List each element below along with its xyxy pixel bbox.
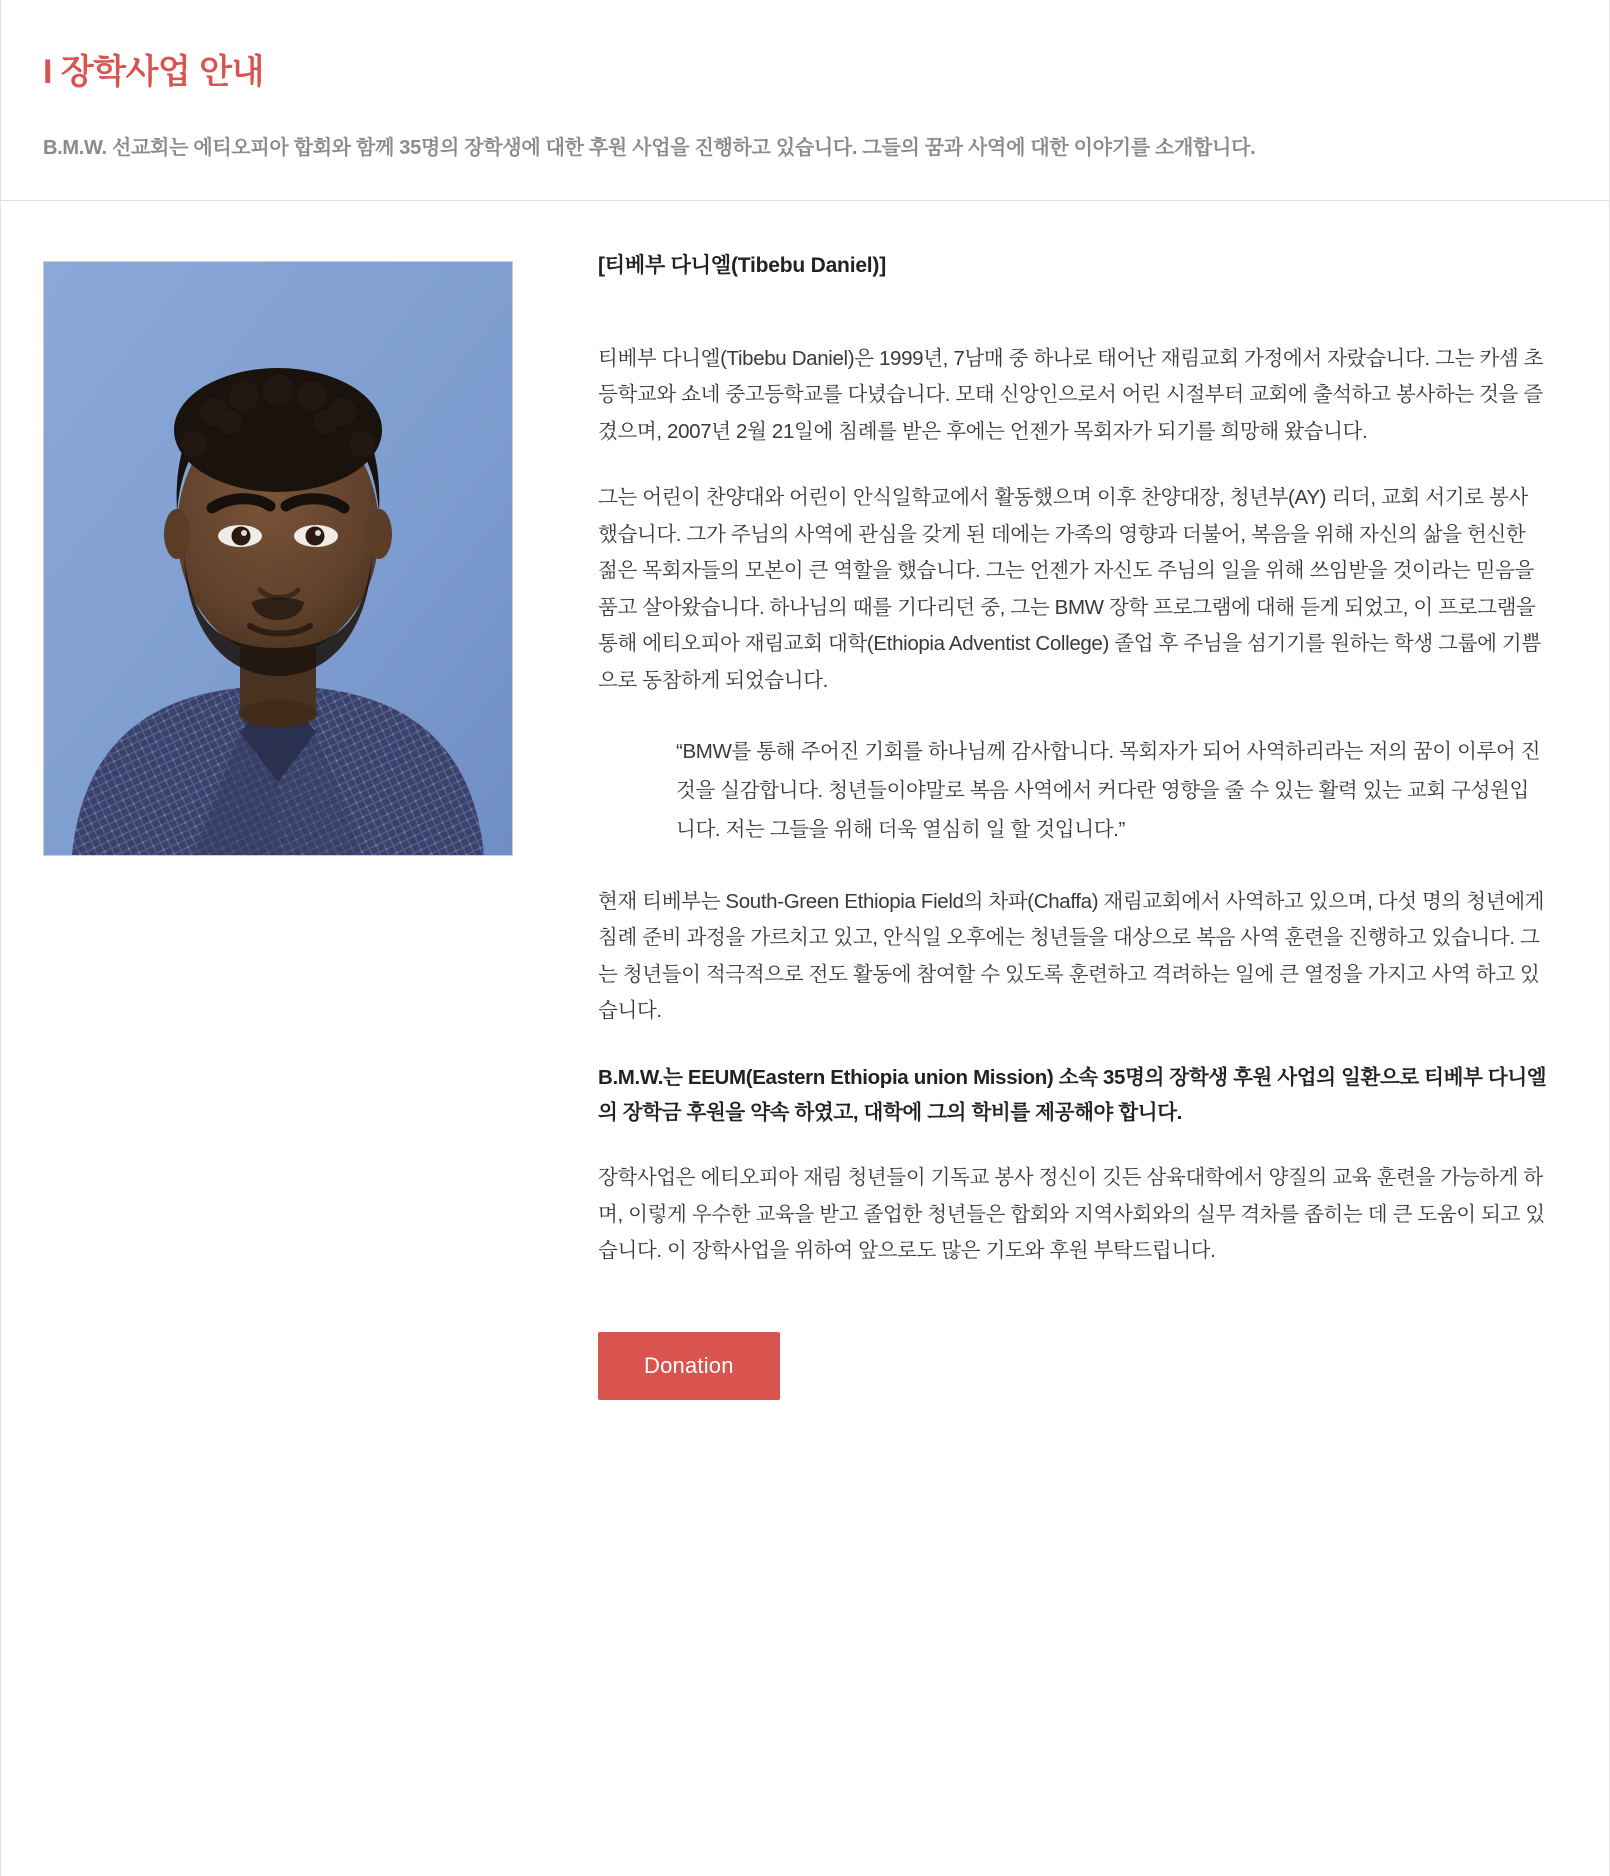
text-column <box>513 243 1567 1470</box>
profile-section <box>1 201 1609 1470</box>
bio-paragraph-3: 현재 티베부는 South-Green Ethiopia Field의 차파(Chaffa) 재림교회에서 사역하고 있으며, 다섯 명의 청년에게 침례 준비 과정을 가르치고 있고, 안식일 오후에는 청년들을 대상으로 복음 사역 훈련을 진행하고 있습니다. 그는 청년들이 적극적으로 전도 활동에 참여할 수 있도록 훈련하고 격려하는 일에 큰 열정을 가지고 사역 하고 있습니다. <box>598 889 1545 1023</box>
closing-paragraph: 장학사업은 에티오피아 재림 청년들이 기독교 봉사 정신이 깃든 삼육대학에서 양질의 교육 훈련을 가능하게 하며, 이렇게 우수한 교육을 받고 졸업한 청년들은 합회와 지역사회와의 실무 격차를 좁히는 데 큰 도움이 되고 있습니다. 이 장학사업을 위하여 앞으로도 많은 기도와 후원 부탁드립니다. <box>598 1166 1545 1263</box>
photo-column <box>43 243 513 856</box>
student-quote: “BMW를 통해 주어진 기회를 하나님께 감사합니다. 목회자가 되어 사역하리라는 저의 꿈이 이루어 진 것을 실감합니다. 청년들이야말로 복음 사역에서 커다란 영향을 줄 수 있는 활력 있는 교회 구성원입니다. 저는 그들을 위해 더욱 열심히 일 할 것입니다.” <box>676 740 1541 842</box>
page-header <box>1 0 1609 201</box>
student-portrait-photo <box>43 261 513 856</box>
sponsorship-highlight: B.M.W.는 EEUM(Eastern Ethiopia union Mission) 소속 35명의 장학생 후원 사업의 일환으로 티베부 다니엘의 장학금 후원을 약속 하였고, 대학에 그의 학비를 제공해야 합니다. <box>598 1065 1547 1125</box>
page-subtitle: B.M.W. 선교회는 에티오피아 합회와 함께 35명의 장학생에 대한 후원 사업을 진행하고 있습니다. 그들의 꿈과 사역에 대한 이야기를 소개합니다. <box>43 136 1256 159</box>
student-name: [티베부 다니엘(Tibebu Daniel)] <box>598 253 887 277</box>
donation-button[interactable]: Donation <box>598 1332 780 1400</box>
bio-paragraph-2: 그는 어린이 찬양대와 어린이 안식일학교에서 활동했으며 이후 찬양대장, 청년부(AY) 리더, 교회 서기로 봉사했습니다. 그가 주님의 사역에 관심을 갖게 된 데에는 가족의 영향과 더불어, 복음을 위해 자신의 삶을 헌신한 젊은 목회자들의 모본이 큰 역할을 했습니다. 그는 언젠가 자신도 주님의 일을 위해 쓰임받을 것이라는 믿음을 품고 살아왔습니다. 하나님의 때를 기다리던 중, 그는 BMW 장학 프로그램에 대해 듣게 되었고, 이 프로그램을 통해 에티오피아 재림교회 대학(Ethiopia Adventist College) 졸업 후 주님을 섬기기를 원하는 학생 그룹에 기쁨으로 동참하게 되었습니다. <box>598 486 1541 692</box>
page-title: I 장학사업 안내 <box>43 53 264 91</box>
bio-paragraph-1: 티베부 다니엘(Tibebu Daniel)은 1999년, 7남매 중 하나로 태어난 재림교회 가정에서 자랐습니다. 그는 카셈 초등학교와 쇼네 중고등학교를 다녔습니다. 모태 신앙인으로서 어린 시절부터 교회에 출석하고 봉사하는 것을 즐겼으며, 2007년 2월 21일에 침례를 받은 후에는 언젠가 목회자가 되기를 희망해 왔습니다. <box>598 346 1544 443</box>
donation-action-area <box>598 1332 1547 1400</box>
